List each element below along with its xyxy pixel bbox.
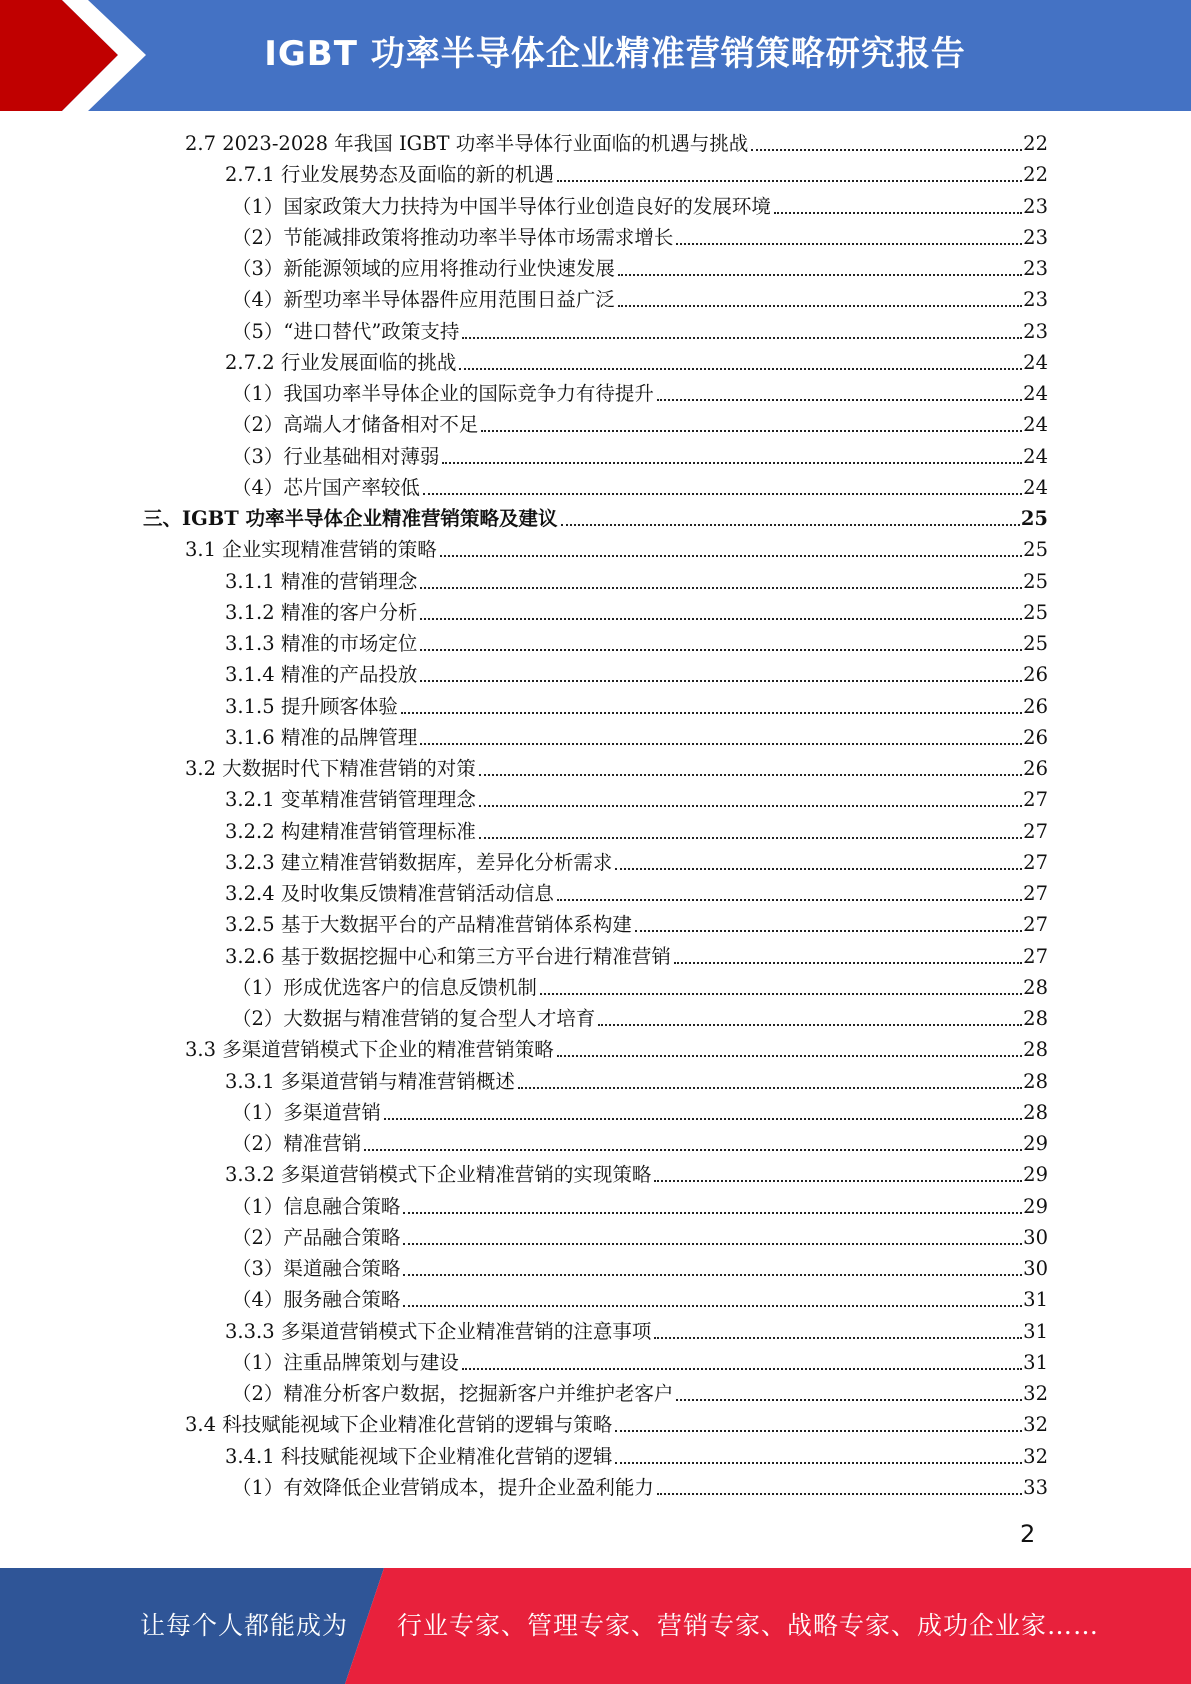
toc-entry[interactable] bbox=[225, 1159, 1048, 1190]
toc-entry[interactable] bbox=[225, 878, 1048, 909]
toc-entry-page: 24 bbox=[1023, 350, 1048, 374]
toc-entry-title: 3.1.6 精准的品牌管理 bbox=[225, 725, 418, 749]
toc-dot-leader bbox=[618, 305, 1022, 307]
toc-entry[interactable] bbox=[225, 784, 1048, 815]
toc-entry-title: 2.7.2 行业发展面临的挑战 bbox=[225, 350, 457, 374]
toc-entry[interactable] bbox=[232, 972, 1048, 1003]
page-number: 2 bbox=[1020, 1520, 1036, 1548]
toc-dot-leader bbox=[462, 337, 1022, 339]
toc-dot-leader bbox=[364, 1149, 1022, 1151]
toc-entry[interactable] bbox=[232, 1472, 1048, 1503]
toc-entry-page: 29 bbox=[1023, 1163, 1048, 1187]
toc-entry[interactable] bbox=[232, 1378, 1048, 1409]
toc-entry-title: 3.1 企业实现精准营销的策略 bbox=[185, 538, 437, 562]
toc-entry-page: 24 bbox=[1023, 444, 1048, 468]
toc-entry-title: 3.1.5 提升顾客体验 bbox=[225, 694, 398, 718]
toc-entry-title: （2）精准分析客户数据，挖掘新客户并维护老客户 bbox=[232, 1382, 674, 1405]
toc-entry-title: 3.4 科技赋能视域下企业精准化营销的逻辑与策略 bbox=[185, 1413, 613, 1437]
toc-dot-leader bbox=[615, 868, 1022, 870]
toc-entry-title: 3.1.4 精准的产品投放 bbox=[225, 663, 418, 687]
toc-dot-leader bbox=[420, 680, 1022, 682]
toc-entry[interactable] bbox=[185, 128, 1048, 159]
toc-entry-page: 25 bbox=[1020, 507, 1048, 530]
toc-entry-title: （2）产品融合策略 bbox=[232, 1225, 401, 1249]
toc-dot-leader bbox=[540, 993, 1022, 995]
toc-entry[interactable] bbox=[232, 284, 1048, 315]
toc-entry-page: 27 bbox=[1023, 882, 1048, 905]
toc-entry-page: 22 bbox=[1023, 132, 1048, 155]
toc-entry-title: （1）注重品牌策划与建设 bbox=[232, 1350, 459, 1374]
toc-entry[interactable] bbox=[225, 941, 1048, 972]
toc-dot-leader bbox=[401, 712, 1022, 714]
toc-dot-leader bbox=[420, 618, 1022, 620]
toc-entry[interactable] bbox=[225, 659, 1048, 690]
toc-entry[interactable] bbox=[225, 566, 1048, 597]
toc-entry-page: 28 bbox=[1023, 975, 1048, 999]
toc-entry[interactable] bbox=[225, 347, 1048, 378]
toc-entry[interactable] bbox=[185, 1034, 1048, 1065]
toc-dot-leader bbox=[557, 899, 1022, 901]
toc-entry[interactable] bbox=[232, 191, 1048, 222]
toc-entry-title: （2）精准营销 bbox=[232, 1132, 362, 1155]
toc-entry-title: （5）“进口替代”政策支持 bbox=[232, 319, 460, 343]
toc-entry-title: （3）渠道融合策略 bbox=[232, 1257, 401, 1280]
toc-entry-title: （2）大数据与精准营销的复合型人才培育 bbox=[232, 1007, 596, 1030]
toc-entry-page: 27 bbox=[1023, 913, 1048, 937]
toc-dot-leader bbox=[479, 774, 1022, 776]
toc-dot-leader bbox=[657, 399, 1022, 401]
report-title: IGBT 功率半导体企业精准营销策略研究报告 bbox=[264, 34, 966, 74]
toc-entry-page: 26 bbox=[1023, 663, 1048, 687]
toc-entry-title: （1）国家政策大力扶持为中国半导体行业创造良好的发展环境 bbox=[232, 194, 771, 218]
toc-entry-page: 24 bbox=[1023, 475, 1048, 499]
toc-entry-page: 31 bbox=[1023, 1319, 1048, 1343]
toc-entry[interactable] bbox=[232, 378, 1048, 409]
toc-entry-page: 32 bbox=[1023, 1382, 1048, 1405]
toc-entry-page: 22 bbox=[1023, 163, 1048, 187]
toc-entry-page: 28 bbox=[1023, 1038, 1048, 1062]
toc-entry-title: 3.4.1 科技赋能视域下企业精准化营销的逻辑 bbox=[225, 1444, 613, 1468]
toc-dot-leader bbox=[657, 1493, 1022, 1495]
toc-dot-leader bbox=[615, 1462, 1022, 1464]
toc-dot-leader bbox=[423, 493, 1022, 495]
toc-entry-title: 3.2 大数据时代下精准营销的对策 bbox=[185, 757, 476, 780]
toc-entry[interactable] bbox=[143, 503, 1048, 534]
toc-entry[interactable] bbox=[232, 472, 1048, 503]
toc-entry-title: 3.3 多渠道营销模式下企业的精准营销策略 bbox=[185, 1038, 554, 1062]
toc-entry[interactable] bbox=[225, 722, 1048, 753]
toc-dot-leader bbox=[598, 1024, 1022, 1026]
toc-dot-leader bbox=[654, 1337, 1022, 1339]
footer-slogan-right: 行业专家、管理专家、营销专家、战略专家、成功企业家…… bbox=[397, 1611, 1100, 1640]
toc-entry-page: 30 bbox=[1023, 1225, 1048, 1249]
toc-entry-title: （1）有效降低企业营销成本，提升企业盈利能力 bbox=[232, 1475, 654, 1499]
toc-dot-leader bbox=[459, 368, 1022, 370]
toc-dot-leader bbox=[420, 649, 1022, 651]
toc-dot-leader bbox=[420, 587, 1022, 589]
toc-dot-leader bbox=[403, 1274, 1022, 1276]
toc-entry-title: 3.2.2 构建精准营销管理标准 bbox=[225, 819, 476, 843]
toc-entry[interactable] bbox=[185, 1409, 1048, 1440]
toc-dot-leader bbox=[618, 274, 1022, 276]
toc-entry-page: 29 bbox=[1023, 1132, 1048, 1155]
toc-entry-title: （2）高端人才储备相对不足 bbox=[232, 413, 479, 437]
toc-entry[interactable] bbox=[225, 1441, 1048, 1472]
toc-entry-page: 24 bbox=[1023, 382, 1048, 405]
toc-entry-title: 3.2.1 变革精准营销管理理念 bbox=[225, 788, 476, 812]
toc-entry-title: （3）行业基础相对薄弱 bbox=[232, 444, 440, 468]
toc-entry-page: 23 bbox=[1023, 194, 1048, 218]
toc-entry-page: 27 bbox=[1023, 788, 1048, 812]
toc-dot-leader bbox=[774, 212, 1022, 214]
toc-entry[interactable] bbox=[225, 1066, 1048, 1097]
toc-entry-page: 28 bbox=[1023, 1007, 1048, 1030]
toc-entry-title: 3.2.5 基于大数据平台的产品精准营销体系构建 bbox=[225, 913, 632, 937]
toc-entry-page: 25 bbox=[1023, 538, 1048, 562]
toc-dot-leader bbox=[674, 962, 1022, 964]
toc-dot-leader bbox=[615, 1430, 1022, 1432]
toc-entry[interactable] bbox=[232, 1128, 1048, 1159]
toc-entry-page: 27 bbox=[1023, 819, 1048, 843]
toc-entry-page: 26 bbox=[1023, 694, 1048, 718]
toc-entry[interactable] bbox=[225, 847, 1048, 878]
toc-entry-title: （1）形成优选客户的信息反馈机制 bbox=[232, 975, 537, 999]
toc-entry-title: 3.1.3 精准的市场定位 bbox=[225, 632, 418, 655]
footer-slogan-left: 让每个人都能成为 bbox=[140, 1611, 349, 1640]
toc-entry-page: 25 bbox=[1023, 600, 1048, 624]
toc-entry-title: 3.2.4 及时收集反馈精准营销活动信息 bbox=[225, 882, 554, 905]
toc-entry[interactable] bbox=[232, 1222, 1048, 1253]
toc-entry-page: 32 bbox=[1023, 1444, 1048, 1468]
toc-entry-page: 28 bbox=[1023, 1100, 1048, 1124]
toc-entry-page: 24 bbox=[1023, 413, 1048, 437]
toc-entry[interactable] bbox=[232, 1347, 1048, 1378]
toc-dot-leader bbox=[751, 149, 1022, 151]
toc-entry[interactable] bbox=[225, 159, 1048, 190]
toc-entry-title: 3.2.6 基于数据挖掘中心和第三方平台进行精准营销 bbox=[225, 944, 671, 968]
toc-entry-page: 23 bbox=[1023, 288, 1048, 312]
toc-entry-page: 26 bbox=[1023, 725, 1048, 749]
toc-dot-leader bbox=[557, 1055, 1022, 1057]
toc-entry-page: 33 bbox=[1023, 1475, 1048, 1499]
toc-entry[interactable] bbox=[232, 1253, 1048, 1284]
toc-entry[interactable] bbox=[185, 534, 1048, 565]
toc-entry-title: （4）芯片国产率较低 bbox=[232, 475, 420, 499]
toc-entry[interactable] bbox=[232, 316, 1048, 347]
toc-entry-page: 25 bbox=[1023, 632, 1048, 655]
toc-entry-page: 31 bbox=[1023, 1288, 1048, 1312]
toc-dot-leader bbox=[479, 837, 1022, 839]
toc-dot-leader bbox=[561, 524, 1020, 526]
toc-entry-title: （2）节能减排政策将推动功率半导体市场需求增长 bbox=[232, 225, 674, 249]
toc-entry-title: 3.3.1 多渠道营销与精准营销概述 bbox=[225, 1069, 515, 1093]
toc-entry-page: 23 bbox=[1023, 319, 1048, 343]
page-footer bbox=[0, 1568, 1191, 1684]
toc-dot-leader bbox=[462, 1368, 1022, 1370]
toc-dot-leader bbox=[420, 743, 1022, 745]
toc-entry-page: 25 bbox=[1023, 569, 1048, 593]
toc-entry-page: 23 bbox=[1023, 225, 1048, 249]
toc-entry-title: （1）多渠道营销 bbox=[232, 1100, 381, 1124]
toc-entry[interactable] bbox=[185, 753, 1048, 784]
toc-dot-leader bbox=[442, 462, 1022, 464]
toc-entry[interactable] bbox=[232, 1284, 1048, 1315]
toc-entry[interactable] bbox=[232, 1097, 1048, 1128]
toc-entry-title: 3.1.2 精准的客户分析 bbox=[225, 600, 418, 624]
toc-entry-page: 27 bbox=[1023, 850, 1048, 874]
toc-entry-page: 28 bbox=[1023, 1069, 1048, 1093]
toc-entry-title: 3.3.2 多渠道营销模式下企业精准营销的实现策略 bbox=[225, 1163, 652, 1187]
toc-dot-leader bbox=[676, 243, 1022, 245]
toc-dot-leader bbox=[481, 430, 1022, 432]
toc-entry[interactable] bbox=[225, 691, 1048, 722]
toc-dot-leader bbox=[635, 930, 1022, 932]
toc-entry-title: （4）新型功率半导体器件应用范围日益广泛 bbox=[232, 288, 615, 312]
toc-entry-page: 30 bbox=[1023, 1257, 1048, 1280]
toc-entry-page: 26 bbox=[1023, 757, 1048, 780]
toc-entry[interactable] bbox=[232, 409, 1048, 440]
toc-entry[interactable] bbox=[232, 1003, 1048, 1034]
toc-dot-leader bbox=[654, 1180, 1022, 1182]
toc-dot-leader bbox=[557, 180, 1022, 182]
toc-entry[interactable] bbox=[232, 253, 1048, 284]
toc-entry-page: 23 bbox=[1023, 257, 1048, 280]
toc-dot-leader bbox=[479, 805, 1022, 807]
toc-entry-title: （1）我国功率半导体企业的国际竞争力有待提升 bbox=[232, 382, 654, 405]
toc-entry-page: 31 bbox=[1023, 1350, 1048, 1374]
toc-dot-leader bbox=[384, 1118, 1022, 1120]
toc-dot-leader bbox=[403, 1212, 1022, 1214]
toc-dot-leader bbox=[676, 1399, 1022, 1401]
toc-entry[interactable] bbox=[225, 1316, 1048, 1347]
toc-entry-title: （4）服务融合策略 bbox=[232, 1288, 401, 1312]
toc-entry-title: 3.3.3 多渠道营销模式下企业精准营销的注意事项 bbox=[225, 1319, 652, 1343]
toc-entry[interactable] bbox=[232, 1191, 1048, 1222]
toc-entry-page: 29 bbox=[1023, 1194, 1048, 1218]
toc-dot-leader bbox=[403, 1243, 1022, 1245]
toc-dot-leader bbox=[518, 1087, 1022, 1089]
toc-dot-leader bbox=[403, 1305, 1022, 1307]
toc-entry-title: 3.2.3 建立精准营销数据库，差异化分析需求 bbox=[225, 850, 613, 874]
toc-dot-leader bbox=[440, 555, 1022, 557]
toc-entry[interactable] bbox=[232, 441, 1048, 472]
toc-entry-title: （3）新能源领域的应用将推动行业快速发展 bbox=[232, 257, 615, 280]
toc-entry-title: 2.7 2023-2028 年我国 IGBT 功率半导体行业面临的机遇与挑战 bbox=[185, 132, 749, 155]
toc-entry[interactable] bbox=[225, 597, 1048, 628]
toc-entry-title: （1）信息融合策略 bbox=[232, 1194, 401, 1218]
toc-entry-page: 27 bbox=[1023, 944, 1048, 968]
toc-entry-page: 32 bbox=[1023, 1413, 1048, 1437]
toc-entry[interactable] bbox=[232, 222, 1048, 253]
toc-entry[interactable] bbox=[225, 628, 1048, 659]
toc-entry[interactable] bbox=[225, 816, 1048, 847]
toc-entry-title: 2.7.1 行业发展势态及面临的新的机遇 bbox=[225, 163, 554, 187]
toc-entry-title: 三、IGBT 功率半导体企业精准营销策略及建议 bbox=[143, 507, 558, 530]
toc-entry[interactable] bbox=[225, 909, 1048, 940]
page-header bbox=[0, 0, 1191, 111]
toc-entry-title: 3.1.1 精准的营销理念 bbox=[225, 569, 418, 593]
